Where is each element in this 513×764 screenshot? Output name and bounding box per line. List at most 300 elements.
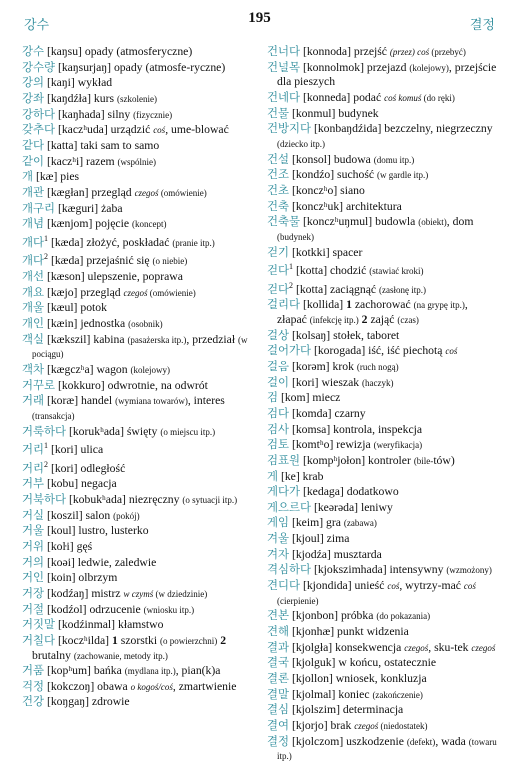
dictionary-entry (267, 655, 499, 671)
definition-text: zająć (367, 312, 398, 326)
header-last-entry: 결정 (469, 18, 495, 33)
definition-text: [kori] wieszak (289, 375, 363, 389)
gloss-note: (zachowanie, metody itp.) (73, 650, 168, 661)
dictionary-entry (22, 185, 262, 201)
dictionary-entry (22, 285, 262, 301)
headword: 거칠다 (22, 632, 56, 647)
dictionary-entry (22, 250, 262, 269)
sense-number: 1 (346, 298, 352, 312)
definition-text: [kjonhæ] punkt widzenia (289, 625, 409, 639)
gloss-note: (pokój) (113, 510, 140, 521)
gloss-note: (zasłonę itp.) (379, 284, 426, 295)
dictionary-entry (22, 586, 262, 602)
headword: 객실 (22, 331, 45, 346)
definition-text: [kjodźa] musztarda (289, 547, 382, 561)
gloss-note: (dziecko itp.) (277, 138, 325, 149)
gloss-note: (kolejowy) (409, 62, 449, 73)
headword: 결과 (267, 639, 290, 654)
italic-note: o kogoś/coś (130, 681, 173, 692)
gloss-note: (haczyk) (362, 377, 394, 388)
headword: 결말 (267, 686, 290, 701)
headword: 거래 (22, 393, 45, 408)
definition-text: [kæin] jednostka (44, 316, 129, 330)
definition-text: [koszil] salon (44, 508, 114, 522)
definition-text: [kaczʰi] razem (44, 154, 118, 168)
dictionary-entry (22, 216, 262, 232)
definition-text: [keərəda] leniwy (311, 500, 393, 514)
gloss-note: (domu itp.) (373, 154, 415, 165)
gloss-note: (do pokazania) (376, 611, 431, 622)
headword: 거절 (22, 601, 45, 616)
headword: 강의 (22, 75, 45, 90)
definition-text: [kori] ulica (48, 443, 104, 457)
dictionary-entry (267, 328, 499, 344)
definition-text: [kobukʰada] niezręczny (66, 492, 183, 506)
headword: 거리 (22, 442, 45, 457)
dictionary-entry (267, 279, 499, 298)
dictionary-entry (267, 687, 499, 703)
definition-text: [kaŋsurjaŋ] opady (atmosfe-ryczne) (55, 60, 226, 74)
definition-text: [komsa] kontrola, inspekcja (289, 422, 423, 436)
definition-text: , przejście dla pieszych (277, 60, 497, 89)
gloss-note: (wniosku itp.) (143, 604, 195, 615)
definition-text: [kæguri] żaba (55, 201, 123, 215)
definition-text: [kotta] chodzić (293, 264, 370, 278)
dictionary-entry (267, 121, 499, 151)
gloss-note: (omówienie) (147, 287, 196, 298)
italic-note: czegoś (404, 642, 429, 653)
definition-text: [korəm] krok (289, 359, 357, 373)
dictionary-entry (267, 183, 499, 199)
headword: 겨자 (267, 546, 290, 561)
gloss-note: (wymiana towarów) (115, 396, 188, 407)
definition-text: [koŋgaŋ] zdrowie (44, 695, 130, 709)
gloss-note: (pranie itp.) (172, 237, 215, 248)
dictionary-entry (267, 90, 499, 106)
headword: 거리 (22, 460, 45, 475)
gloss-note: (wspólnie) (117, 156, 157, 167)
definition-text: , złapać (277, 298, 468, 326)
gloss-note: (mydlana itp.) (124, 666, 176, 677)
dictionary-entry (267, 60, 499, 90)
homonym-number: 2 (44, 459, 49, 469)
definition-text: [kæda] przejaśnić się (48, 254, 153, 268)
definition-text: [kæ] pies (33, 170, 80, 184)
gloss-note: (obiekt) (418, 217, 447, 228)
italic-note: czegoś (134, 187, 159, 198)
headword: 결여 (267, 718, 290, 732)
headword: 거룩하다 (22, 423, 67, 438)
definition-text: [kjorjo] brak (289, 719, 355, 732)
italic-note: coś (463, 581, 476, 592)
headword: 객차 (22, 361, 45, 376)
headword: 견본 (267, 608, 290, 623)
headword: 게으르다 (267, 499, 312, 514)
gloss-note: (zabawa) (343, 518, 377, 529)
italic-note: (przez) coś (389, 47, 430, 57)
dictionary-entry (22, 300, 262, 316)
definition-text: [kæjo] przegląd (44, 285, 124, 299)
definition-text: [kægczʰa] wagon (44, 362, 131, 376)
dictionary-entry (22, 458, 262, 477)
definition-text: tów) (433, 453, 455, 467)
gloss-note: (przebyć) (429, 47, 466, 57)
gloss-note: (towaru itp.) (277, 736, 497, 762)
definition-text: [kjolczom] uszkodzenie (289, 734, 407, 748)
headword: 결정 (267, 733, 290, 748)
dictionary-entry (22, 679, 262, 695)
headword: 건초 (267, 182, 290, 197)
dictionary-entry (267, 152, 499, 168)
gloss-note: (koncept) (131, 219, 167, 230)
gloss-note: (omówienie) (158, 187, 207, 198)
dictionary-entry (267, 359, 499, 375)
gloss-note: (infekcję itp.) (309, 314, 359, 325)
sense-number: 1 (112, 633, 118, 647)
headword: 걸상 (267, 327, 290, 342)
definition-text: [kolsaŋ] stołek, taboret (289, 328, 400, 342)
definition-text: [kjoul] zima (289, 532, 350, 546)
definition-text: , przedział (186, 332, 239, 346)
headword: 개 (22, 169, 34, 184)
definition-text: [konczʰuŋmul] budowla (300, 215, 419, 229)
dictionary-entry (267, 718, 499, 734)
dictionary-entry (267, 671, 499, 687)
definition-text: [ke] krab (278, 469, 324, 483)
dictionary-entry (267, 578, 499, 608)
definition-text: [koræ] handel (44, 394, 116, 408)
dictionary-entry (267, 406, 499, 422)
headword: 개구리 (22, 200, 56, 215)
left-column (22, 44, 262, 710)
headword: 개인 (22, 315, 45, 330)
gloss-note: (cierpienie) (277, 595, 319, 606)
definition-text: [korukʰada] święty (66, 424, 161, 438)
headword: 건축 (267, 198, 290, 213)
sense-number: 2 (361, 312, 368, 326)
headword: 검토 (267, 437, 290, 452)
definition-text: [kokkuro] odwrotnie, na odwrót (55, 378, 208, 392)
dictionary-entry (267, 562, 499, 578)
definition-text: [kjondida] unieść (300, 579, 388, 593)
gloss-note: (ruch nogą) (356, 361, 399, 372)
dictionary-entry (22, 232, 262, 251)
dictionary-entry (22, 91, 262, 107)
headword: 건널목 (267, 59, 301, 74)
definition-text: [kaŋi] wykład (44, 76, 113, 90)
dictionary-entry (22, 539, 262, 555)
definition-text: [korogada] iść, iść piechotą (311, 344, 446, 358)
italic-note: coś (445, 346, 458, 357)
gloss-note: (szkolenie) (116, 93, 157, 104)
headword: 같이 (22, 153, 45, 168)
definition-text: [kjolgła] konsekwencja (289, 640, 405, 654)
page-header (22, 10, 497, 33)
dictionary-entry (22, 378, 262, 394)
right-column (267, 44, 499, 764)
headword: 걸리다 (267, 297, 301, 312)
headword: 건축물 (267, 214, 301, 229)
gloss-note: (o sytuacji itp.) (182, 494, 238, 505)
headword: 견해 (267, 624, 290, 639)
headword: 거인 (22, 570, 45, 585)
headword: 거위 (22, 538, 45, 553)
headword: 거북하다 (22, 491, 67, 506)
dictionary-entry (22, 523, 262, 539)
dictionary-entry (22, 138, 262, 154)
gloss-note: (stawiać kroki) (369, 266, 424, 277)
definition-text: [konnoda] przejść (300, 45, 390, 58)
dictionary-entry (22, 75, 262, 91)
definition-text: [kaŋdźła] kurs (44, 91, 117, 105)
dictionary-entry (22, 663, 262, 679)
definition-text: [kopʰum] bańka (44, 664, 125, 678)
dictionary-entry (267, 624, 499, 640)
headword: 검 (267, 390, 279, 405)
headword: 개선 (22, 268, 45, 283)
headword: 결론 (267, 671, 290, 686)
homonym-number: 2 (44, 252, 49, 262)
headword: 결심 (267, 702, 290, 717)
headword: 거짓말 (22, 617, 56, 632)
gloss-note: (pasażerska itp.) (127, 334, 187, 345)
dictionary-entry (267, 547, 499, 563)
dictionary-entry (267, 199, 499, 215)
dictionary-entry (22, 154, 262, 170)
dictionary-entry (22, 694, 262, 710)
definition-text: [kori] odległość (48, 461, 126, 475)
definition-text: [kom] miecz (278, 391, 341, 405)
dictionary-entry (22, 316, 262, 332)
italic-note: coś (153, 125, 166, 136)
dictionary-entry (267, 531, 499, 547)
homonym-number: 1 (44, 233, 49, 243)
definition-text: [kokczoŋ] obawa (44, 679, 131, 693)
definition-text: [kollida] (300, 298, 347, 312)
definition-text: [kodźol] odrzucenie (44, 602, 144, 616)
headword: 검표원 (267, 452, 301, 467)
headword: 강좌 (22, 90, 45, 105)
dictionary-entry (267, 214, 499, 244)
dictionary-entry (267, 260, 499, 279)
definition-text: [kæson] ulepszenie, poprawa (44, 269, 183, 283)
headword: 갖추다 (22, 122, 56, 137)
headword: 건설 (267, 151, 290, 166)
gloss-note: (bile- (413, 455, 434, 466)
dictionary-entry (22, 107, 262, 123)
headword: 개관 (22, 184, 45, 199)
headword: 거꾸로 (22, 377, 56, 392)
definition-text: [kækszil] kabina (44, 332, 128, 346)
definition-text: [kedaga] dodatkowo (300, 485, 399, 499)
headword: 걷다 (267, 281, 290, 296)
dictionary-entry (267, 245, 499, 261)
headword: 개울 (22, 300, 45, 315)
definition-text: [konsol] budowa (289, 152, 374, 166)
definition-text: [konneda] podać (300, 90, 385, 104)
gloss-note: (w gardle itp.) (376, 170, 429, 181)
headword: 건방지다 (267, 121, 312, 136)
definition-text: [komtʰo] rewizja (289, 438, 374, 452)
headword: 개념 (22, 216, 45, 231)
headword: 거장 (22, 585, 45, 600)
dictionary-entry (267, 44, 499, 60)
headword: 게다가 (267, 484, 301, 499)
headword: 건강 (22, 694, 45, 709)
dictionary-entry (22, 555, 262, 571)
dictionary-entry (22, 492, 262, 508)
definition-text: [konmul] budynek (289, 106, 379, 120)
definition-text: , ume-blować (165, 123, 229, 137)
definition-text: brutalny (32, 648, 74, 662)
headword: 거품 (22, 663, 45, 678)
definition-text: , wada (435, 734, 469, 748)
dictionary-entry (22, 332, 262, 362)
definition-text: [kæul] potok (44, 301, 107, 315)
definition-text: [kjolguk] w końcu, ostatecznie (289, 656, 437, 670)
dictionary-entry (22, 44, 262, 60)
dictionary-entry (22, 439, 262, 458)
definition-text: zachorować (351, 298, 414, 312)
gloss-note: (w pociągu) (32, 334, 248, 360)
gloss-note: (o niebie) (152, 256, 188, 267)
italic-note: coś (387, 581, 400, 592)
headword: 개다 (22, 234, 45, 249)
definition-text: [kodźinmal] kłamstwo (55, 618, 164, 632)
dictionary-entry (267, 734, 499, 764)
definition-text: [kodźaŋ] mistrz (44, 586, 124, 600)
dictionary-entry (267, 167, 499, 183)
homonym-number: 2 (289, 280, 294, 290)
dictionary-entry (267, 390, 499, 406)
page-number: 195 (248, 10, 271, 26)
dictionary-entry (267, 640, 499, 656)
definition-text: [konnolmok] przejazd (300, 60, 410, 74)
gloss-note: (o miejscu itp.) (160, 426, 216, 437)
headword: 걷다 (267, 263, 290, 278)
definition-text: , zmartwienie (172, 679, 237, 693)
gloss-note: (niedostatek) (378, 721, 428, 731)
headword: 게임 (267, 515, 290, 530)
headword: 게 (267, 468, 279, 483)
gloss-note: (budynek) (277, 231, 314, 242)
headword: 건너다 (267, 44, 301, 58)
definition-text: [kjokszimhada] intensywny (311, 563, 447, 577)
headword: 건네다 (267, 89, 301, 104)
dictionary-entry (22, 201, 262, 217)
headword: 걷기 (267, 244, 290, 259)
dictionary-entry (267, 106, 499, 122)
headword: 격심하다 (267, 562, 312, 577)
gloss-note: (kolejowy) (130, 364, 171, 375)
definition-text: [koul] lustro, lusterko (44, 524, 149, 538)
headword: 견디다 (267, 578, 301, 593)
dictionary-entry (22, 508, 262, 524)
headword: 검다 (267, 405, 290, 420)
dictionary-entry (22, 617, 262, 633)
headword: 같다 (22, 137, 45, 152)
definition-text: [keim] gra (289, 516, 344, 530)
gloss-note: (weryfikacja) (373, 440, 423, 451)
definition-text: [kjolmal] koniec (289, 687, 373, 701)
headword: 건조 (267, 167, 290, 182)
definition-text: [koŀi] gęś (44, 539, 93, 553)
definition-text: [koczʰilda] (55, 633, 112, 647)
gloss-note: (defekt) (406, 736, 436, 747)
headword: 강하다 (22, 106, 56, 121)
definition-text: [konbaŋdźida] bezczelny, niegrzeczny (311, 122, 493, 136)
headword: 검사 (267, 421, 290, 436)
dictionary-entry (267, 515, 499, 531)
definition-text: [koəi] ledwie, zaledwie (44, 555, 157, 569)
headword: 개요 (22, 284, 45, 299)
dictionary-entry (267, 608, 499, 624)
dictionary-entry (267, 702, 499, 718)
dictionary-entry (267, 343, 499, 359)
dictionary-entry (267, 500, 499, 516)
definition-text: [kaczʰuda] urządzić (55, 123, 154, 137)
definition-text: [kobu] negacja (44, 477, 117, 491)
definition-text: [kægłan] przegląd (44, 185, 135, 199)
gloss-note: (transakcja) (32, 410, 75, 421)
gloss-note: (zakończenie) (372, 689, 423, 700)
definition-text: [konczʰo] siano (289, 183, 365, 197)
definition-text: [kondźo] suchość (289, 168, 377, 182)
definition-text: [kotta] zaciągnąć (293, 282, 379, 296)
definition-text: , wytrzy-mać (399, 579, 464, 593)
headword: 강수 (22, 44, 45, 58)
italic-note: czegoś (471, 642, 496, 653)
italic-note: w czymś (123, 588, 154, 599)
header-first-entry: 강수 (24, 18, 50, 33)
headword: 거부 (22, 476, 45, 491)
definition-text: [komda] czarny (289, 406, 366, 420)
dictionary-entry (22, 602, 262, 618)
italic-note: czegoś (354, 721, 379, 731)
definition-text: szorstki (117, 633, 161, 647)
homonym-number: 1 (289, 262, 294, 272)
definition-text: [kjonbon] próbka (289, 609, 377, 623)
headword: 거울 (22, 523, 45, 538)
italic-note: czegoś (123, 287, 148, 298)
definition-text: , sku-tek (428, 640, 472, 654)
definition-text: [kjolszim] determinacja (289, 703, 404, 717)
dictionary-entry (22, 60, 262, 76)
definition-text: , interes (187, 394, 225, 408)
definition-text: , pian(k)a (175, 664, 221, 678)
italic-note: coś komuś (384, 92, 422, 103)
dictionary-entry (267, 437, 499, 453)
dictionary-entry (22, 570, 262, 586)
definition-text: [koin] olbrzym (44, 571, 118, 585)
gloss-note: (na grypę itp.) (413, 300, 465, 311)
dictionary-entry (22, 269, 262, 285)
headword: 걸음 (267, 358, 290, 373)
gloss-note: (o powierzchni) (160, 635, 218, 646)
gloss-note: (czas) (397, 314, 419, 325)
dictionary-entry (22, 476, 262, 492)
headword: 건물 (267, 105, 290, 120)
definition-text: [kaŋsu] opady (atmosferyczne) (44, 45, 193, 58)
headword: 결국 (267, 655, 290, 670)
dictionary-entry (22, 362, 262, 378)
dictionary-entry (22, 122, 262, 138)
definition-text: [katta] taki sam to samo (44, 138, 160, 152)
headword: 걸이 (267, 374, 290, 389)
headword: 걸어가다 (267, 343, 312, 358)
gloss-note: (osobnik) (128, 318, 163, 329)
dictionary-entry (22, 169, 262, 185)
